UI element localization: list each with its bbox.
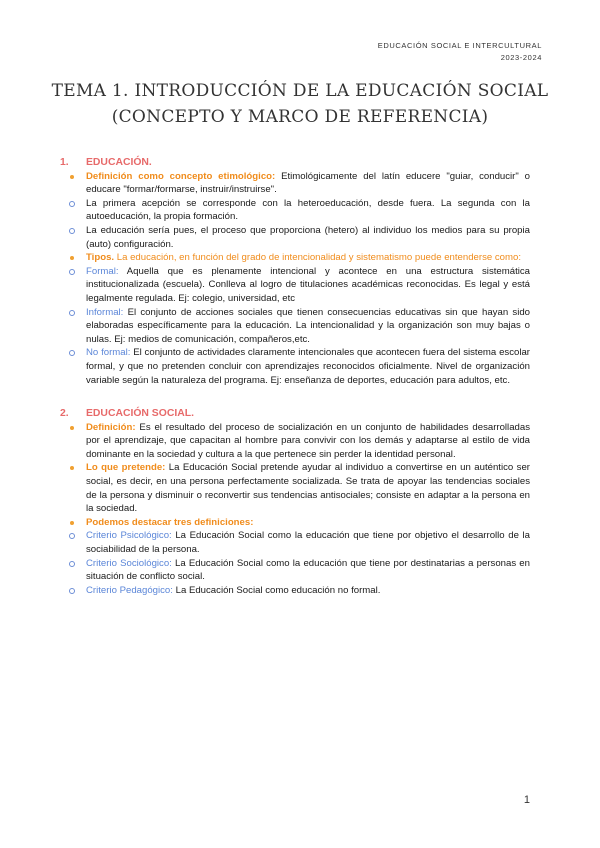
- item-label: Definición como concepto etimológico:: [86, 170, 276, 182]
- item-text: El conjunto de actividades claramente intencionales que acontecen fuera del sistema escolar formal, y que no pretenden concluir con aprendizajes reconocidos oficialmente. Nivel de organización variable según la naturaleza del programa. Ej: enseñanza de deportes, educación para adultos, etc.: [86, 347, 530, 386]
- title-line-1: TEMA 1. INTRODUCCIÓN DE LA EDUCACIÓN SOCIAL: [51, 81, 549, 101]
- item-text: La Educación Social como la educación que tiene por destinatarias a personas en situación de conflicto social.: [86, 557, 530, 583]
- item-text: La educación sería pues, el proceso que proporciona (hetero) al individuo los medios para su propia (auto) configuración.: [86, 224, 530, 250]
- document-header: [378, 40, 542, 64]
- bullet-circle-icon: [60, 529, 86, 556]
- document-body: [60, 156, 530, 597]
- item-label: Podemos destacar tres definiciones:: [86, 516, 254, 528]
- section-heading-text: EDUCACIÓN SOCIAL.: [86, 408, 194, 420]
- bullet-dot-icon: [60, 251, 86, 265]
- bullet-circle-icon: [60, 197, 86, 224]
- item-label: Informal:: [86, 306, 124, 318]
- bullet-circle-icon: [60, 557, 86, 584]
- list-item: [60, 197, 530, 224]
- title-line-2: (CONCEPTO Y MARCO DE REFERENCIA): [111, 107, 489, 127]
- list-item: [60, 584, 530, 598]
- item-text: La Educación Social pretende ayudar al individuo a convertirse en un auténtico ser social, es decir, en una persona perfectamente socializada. Se trata de apoyar las tendencias sociales de la persona y disminuir o reconvertir sus tendencias antisociales; consiste en adaptar a la persona en la sociedad.: [86, 462, 530, 515]
- item-text: Etimológicamente del latín educere "guiar, conducir" o educare "formar/formarse, instruir/instruirse".: [86, 170, 530, 196]
- bullet-circle-icon: [60, 265, 86, 306]
- item-label: Lo que pretende:: [86, 462, 166, 474]
- bullet-circle-icon: [60, 584, 86, 598]
- bullet-dot-icon: [60, 516, 86, 530]
- bullet-dot-icon: [60, 421, 86, 462]
- item-text: El conjunto de acciones sociales que tienen consecuencias educativas sin que hayan sido elaboradas específicamente para la educación. La intencionalidad y la organización son muy bajas o nulas. Ej: medios de comunicación, compañeros,etc.: [86, 306, 530, 345]
- item-label: No formal:: [86, 347, 131, 359]
- header-course: EDUCACIÓN SOCIAL E INTERCULTURAL: [377, 41, 542, 50]
- section-heading-text: EDUCACIÓN.: [86, 157, 152, 168]
- item-label: Definición:: [86, 421, 136, 433]
- header-year: 2023-2024: [500, 53, 542, 62]
- page-number: 1: [523, 794, 530, 806]
- list-item: [60, 421, 530, 462]
- section-spacer: [60, 387, 530, 407]
- bullet-circle-icon: [60, 224, 86, 251]
- item-text: Es el resultado del proceso de socialización en un conjunto de habilidades desarrolladas por el aprendizaje, que capacitan al hombre para convivir con los demás y adaptarse al estilo de vida dominante en la sociedad y cultura a la que pertenece sin perder la identidad personal.: [86, 421, 530, 460]
- item-label: Criterio Psicológico:: [86, 530, 172, 542]
- list-item: [60, 265, 530, 306]
- list-item: [60, 170, 530, 197]
- item-label: Formal:: [86, 265, 119, 277]
- item-text: Aquella que es plenamente intencional y acontece en una estructura sistemática institucionalizada (escuela). Conlleva al logro de titulaciones académicas reconocidas. Es legal y está legalmente regulada. Ej: colegio, universidad, etc: [86, 265, 530, 304]
- list-item: [60, 346, 530, 387]
- bullet-circle-icon: [60, 306, 86, 347]
- item-text: La primera acepción se corresponde con la heteroeducación, desde fuera. La segunda con la autoeducación, la propia formación.: [86, 197, 530, 223]
- bullet-dot-icon: [60, 461, 86, 515]
- list-item: [60, 516, 530, 530]
- bullet-circle-icon: [60, 346, 86, 387]
- list-item: [60, 251, 530, 265]
- item-text: La educación, en función del grado de intencionalidad y sistematismo puede entenderse como:: [114, 252, 522, 264]
- list-item: [60, 306, 530, 347]
- section-heading-educacion: [60, 156, 530, 170]
- item-label: Tipos.: [86, 252, 115, 264]
- item-text: La Educación Social como educación no formal.: [172, 584, 381, 596]
- list-item: [60, 557, 530, 584]
- list-item: [60, 224, 530, 251]
- section-number: 2.: [60, 408, 69, 420]
- list-item: [60, 461, 530, 515]
- list-item: [60, 529, 530, 556]
- item-text: La Educación Social como la educación que tiene por objetivo el desarrollo de la sociabilidad de la persona.: [86, 530, 530, 556]
- page-title: [0, 78, 600, 130]
- item-label: Criterio Sociológico:: [86, 557, 172, 569]
- bullet-dot-icon: [60, 170, 86, 197]
- item-label: Criterio Pedagógico:: [86, 584, 173, 596]
- section-heading-educacion-social: [60, 407, 530, 421]
- section-number: 1.: [60, 157, 69, 168]
